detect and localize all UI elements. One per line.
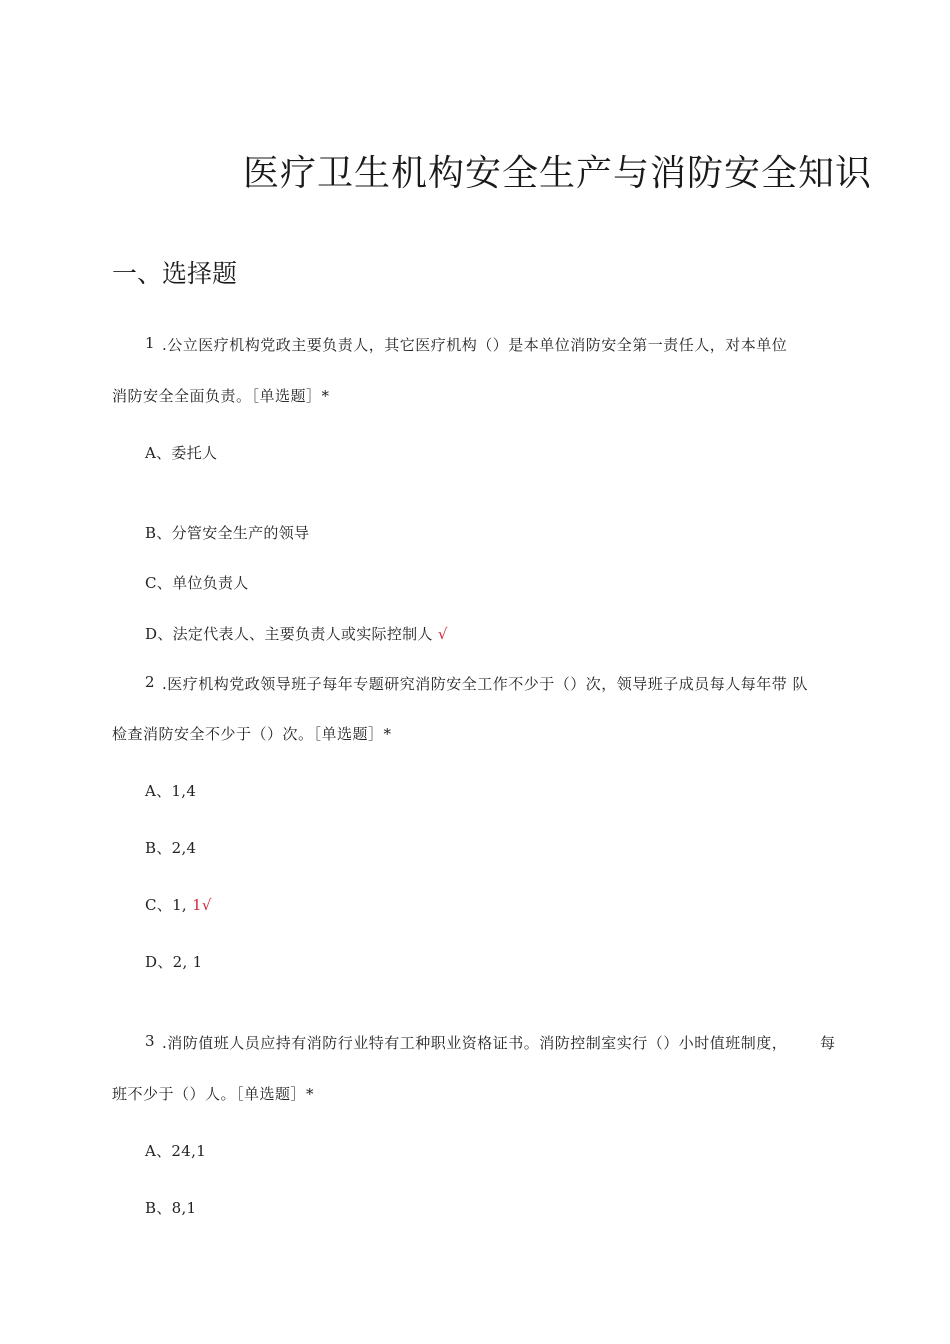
option-a	[145, 780, 196, 801]
option-label: D、2, 1	[145, 953, 203, 971]
question-text-line1: .消防值班人员应持有消防行业特有工种职业资格证书。消防控制室实行（）小时值班制度，	[162, 1034, 788, 1052]
option-d	[145, 623, 448, 644]
option-b	[145, 1197, 196, 1218]
option-label: C、单位负责人	[145, 574, 249, 592]
option-b	[145, 522, 309, 543]
option-c	[145, 572, 249, 593]
option-label: A、委托人	[145, 444, 218, 462]
option-a	[145, 442, 217, 463]
option-label: C、1,	[145, 896, 187, 914]
option-d	[145, 951, 202, 972]
correct-check-mark: √	[437, 625, 448, 643]
correct-check-mark: 1√	[192, 896, 212, 914]
question-text-line2: 消防安全全面负责。［单选题］*	[112, 387, 330, 405]
question-text-line2: 班不少于（）人。［单选题］*	[112, 1085, 315, 1103]
section-heading: 一、选择题	[112, 259, 238, 288]
option-label: B、8,1	[145, 1199, 197, 1217]
document-title: 医疗卫生机构安全生产与消防安全知识	[243, 153, 873, 194]
option-label: B、分管安全生产的领导	[145, 524, 310, 542]
question-number: 1	[145, 334, 156, 352]
option-a	[145, 1140, 206, 1161]
option-c	[145, 894, 212, 915]
question-text-line2: 检查消防安全不少于（）次。［单选题］*	[112, 725, 392, 743]
option-label: B、2,4	[145, 839, 197, 857]
question-number: 3	[145, 1032, 156, 1050]
question-text-line1: .医疗机构党政领导班子每年专题研究消防安全工作不少于（）次，领导班子成员每人每年带 队	[162, 675, 809, 693]
option-label: A、24,1	[145, 1142, 207, 1160]
option-b	[145, 837, 196, 858]
question-text-line1-tail: 每	[820, 1034, 836, 1052]
question-number: 2	[145, 673, 156, 691]
option-label: A、1,4	[145, 782, 197, 800]
option-label: D、法定代表人、主要负责人或实际控制人	[145, 625, 433, 643]
question-text-line1: .公立医疗机构党政主要负责人，其它医疗机构（）是本单位消防安全第一责任人，对本单位	[162, 336, 788, 354]
